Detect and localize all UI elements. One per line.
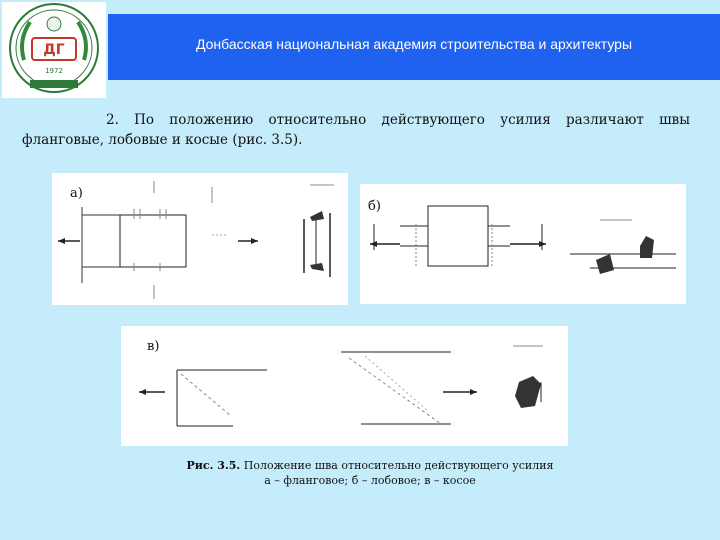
caption-line-1 [150,458,590,473]
panel-c-label: в) [147,339,160,354]
figure-caption [150,458,590,488]
figure-panel-b [360,184,686,304]
panel-b-label: б) [368,199,381,214]
figure-panel-c [121,326,568,446]
caption-line-2: а – фланговое; б – лобовое; в – косое [264,474,476,487]
logo-year: 1972 [45,67,63,75]
academy-logo [0,0,108,100]
header-bar [108,14,720,80]
logo-monogram: ДГ [43,42,65,58]
figure-panel-a [52,173,348,305]
caption-prefix: Рис. 3.5. [186,459,241,472]
header-title: Донбасская национальная академия строительства и архитектуры [195,36,633,52]
caption-text-1: Положение шва относительно действующего усилия [243,459,554,472]
panel-a-label: а) [70,186,83,201]
intro-paragraph: 2. По положению относительно действующего усилия различают швы фланговые, лобовые и косые (рис. 3.5). [22,112,690,148]
